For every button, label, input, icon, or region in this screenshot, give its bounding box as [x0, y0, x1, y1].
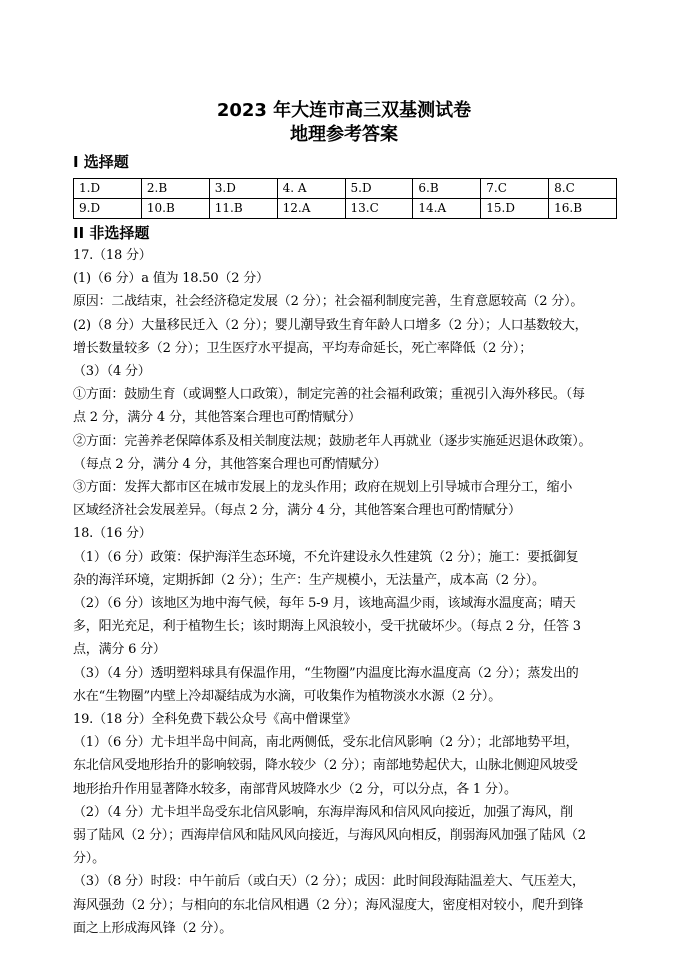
answer-line: 18.（16 分） [73, 526, 152, 542]
answer-line: 面之上形成海风锋（2 分）。 [73, 920, 233, 936]
answer-line: （3）（8 分）时段：中午前后（或白天）（2 分）；成因：此时间段海陆温差大、气压差大， [73, 874, 585, 890]
answer-line: 弱了陆风（2 分）；西海岸信风和陆风风向接近，与海风风向相反，削弱海风加强了陆风（2 [73, 828, 586, 844]
table-row [74, 199, 617, 219]
answer-line: ③方面：发挥大都市区在城市发展上的龙头作用；政府在规划上引导城市合理分工，缩小 [73, 480, 573, 496]
table-cell: 8.C [549, 179, 617, 199]
answer-line: 区域经济社会发展差异。（每点 2 分，满分 4 分，其他答案合理也可酌情赋分） [73, 503, 521, 519]
page-title: 2023 年大连市高三双基测试卷 [216, 100, 472, 121]
table-cell: 4. A [277, 179, 345, 199]
table-cell: 11.B [209, 199, 277, 219]
table-cell: 2.B [141, 179, 209, 199]
table-row [74, 179, 617, 199]
answer-line: （2）（4 分）尤卡坦半岛受东北信风影响，东海岸海风和信风风向接近，加强了海风，削 [73, 804, 573, 820]
answer-line: 水在“生物圈”内壁上冷却凝结成为水滴，可收集作为植物淡水水源（2 分）。 [73, 688, 501, 704]
answer-line: （1）（6 分）尤卡坦半岛中间高，南北两侧低，受东北信风影响（2 分）；北部地势平坦， [73, 735, 579, 751]
answer-line: ①方面：鼓励生育（或调整人口政策），制定完善的社会福利政策；重视引入海外移民。（每 [73, 387, 585, 403]
answer-line: （1）（6 分）政策：保护海洋生态环境，不允许建设永久性建筑（2 分）；施工：要抵御复 [73, 549, 579, 565]
answer-line: 分）。 [73, 851, 105, 867]
table-cell: 1.D [74, 179, 142, 199]
choice-answer-table [73, 178, 617, 219]
section-heading-nonchoice: II 非选择题 [73, 224, 150, 242]
answer-line: 东北信风受地形抬升的影响较弱，降水较少（2 分）；南部地势起伏大，山脉北侧迎风坡受 [73, 758, 578, 774]
answer-line: （2）（6 分）该地区为地中海气候，每年 5-9 月，该地高温少雨，该域海水温度高；晴天 [73, 596, 576, 612]
table-cell: 15.D [481, 199, 549, 219]
answer-line: 点，满分 6 分） [73, 642, 166, 658]
table-cell: 9.D [74, 199, 142, 219]
answer-line: （3）（4 分）透明塑料球具有保温作用，“生物圈”内温度比海水温度高（2 分）；蒸发出的 [73, 665, 579, 681]
table-cell: 16.B [549, 199, 617, 219]
answer-line: ②方面：完善养老保障体系及相关制度法规；鼓励老年人再就业（逐步实施延迟退休政策）。 [73, 433, 592, 449]
answer-line: 原因：二战结束，社会经济稳定发展（2 分）；社会福利制度完善，生育意愿较高（2 分）。 [73, 294, 584, 310]
section-heading-choice: I 选择题 [73, 153, 129, 171]
table-cell: 12.A [277, 199, 345, 219]
table-cell: 10.B [141, 199, 209, 219]
answer-line: 多，阳光充足，利于植物生长；该时期海上风浪较小，受干扰破坏少。（每点 2 分，任答 3 [73, 619, 581, 635]
table-cell: 3.D [209, 179, 277, 199]
answer-line: （每点 2 分，满分 4 分，其他答案合理也可酌情赋分） [73, 456, 387, 472]
answer-line: 17.（18 分） [73, 248, 152, 263]
table-cell: 14.A [413, 199, 481, 219]
answer-line: 增长数量较多（2 分）；卫生医疗水平提高，平均寿命延长，死亡率降低（2 分）； [73, 340, 533, 356]
answer-line: 地形抬升作用显著降水较多，南部背风坡降水少（2 分，可以分点，各 1 分）。 [73, 781, 517, 797]
answer-line: 海风强劲（2 分）；与相向的东北信风相遇（2 分）；海风湿度大，密度相对较小，爬升到锋 [73, 897, 584, 913]
table-cell: 7.C [481, 179, 549, 199]
page-subtitle: 地理参考答案 [290, 124, 398, 145]
answer-line: 19.（18 分）全科免费下载公众号《高中僧课堂》 [73, 712, 357, 728]
answer-line: (1)（6 分）a 值为 18.50（2 分） [73, 271, 269, 287]
answer-line: 杂的海洋环境，定期拆卸（2 分）；生产：生产规模小，无法量产，成本高（2 分）。 [73, 572, 545, 588]
answer-line: (2)（8 分）大量移民迁入（2 分）；婴儿潮导致生育年龄人口增多（2 分）；人口基数较大， [73, 317, 588, 333]
answer-body [73, 244, 619, 940]
answer-line: （3）（4 分） [73, 364, 151, 380]
answer-line: 点 2 分，满分 4 分，其他答案合理也可酌情赋分） [73, 410, 361, 426]
table-cell: 6.B [413, 179, 481, 199]
table-cell: 5.D [345, 179, 413, 199]
table-cell: 13.C [345, 199, 413, 219]
